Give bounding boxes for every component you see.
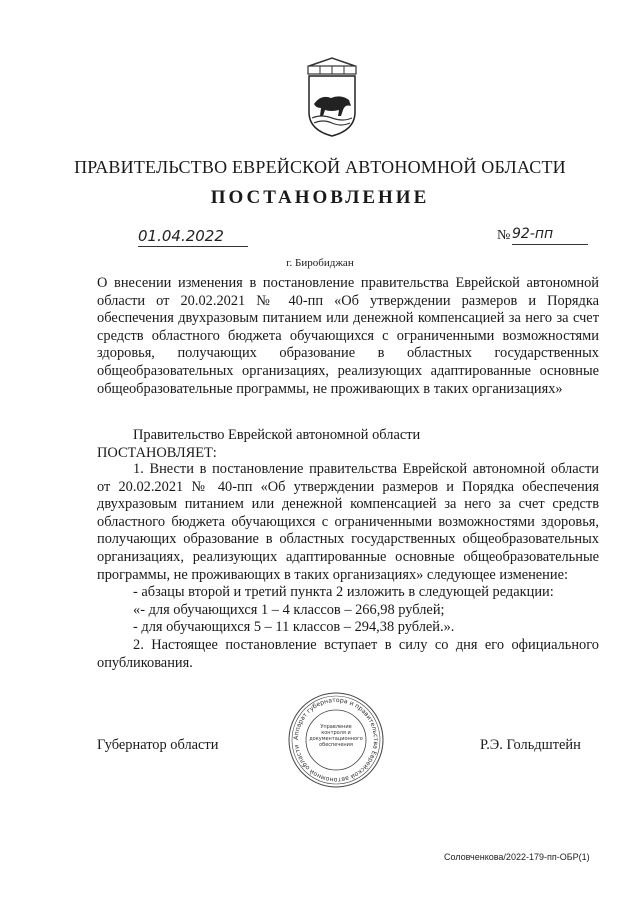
document-title bbox=[97, 275, 599, 398]
intro-line-2: ПОСТАНОВЛЯЕТ: bbox=[97, 444, 217, 461]
item-1-sub-b: «- для обучающихся 1 – 4 классов – 266,98 рублей; bbox=[133, 601, 445, 618]
official-stamp bbox=[286, 690, 386, 790]
intro-block bbox=[97, 427, 599, 462]
signatory-name: Р.Э. Гольдштейн bbox=[480, 737, 581, 753]
document-date: 01.04.2022 bbox=[138, 226, 248, 247]
government-name-heading: ПРАВИТЕЛЬСТВО ЕВРЕЙСКОЙ АВТОНОМНОЙ ОБЛАСТИ bbox=[74, 157, 566, 177]
coat-of-arms-emblem bbox=[301, 56, 363, 138]
document-number: 92-пп bbox=[512, 224, 588, 245]
city-label: г. Биробиджан bbox=[286, 257, 354, 269]
item-1-sub-a: - абзацы второй и третий пункта 2 изложить в следующей редакции: bbox=[133, 584, 554, 601]
intro-line-1: Правительство Еврейской автономной области bbox=[133, 427, 421, 443]
number-label: № bbox=[497, 228, 511, 243]
item-2: 2. Настоящее постановление вступает в силу со дня его официального опубликования. bbox=[97, 636, 599, 671]
document-footer-reference: Соловченкова/2022-179-пп-ОБР(1) bbox=[444, 852, 590, 862]
title-text: О внесении изменения в постановление правительства Еврейской автономной области от 20.02.2021 № 40-пп «Об утверждении размеров и Порядка обеспечения двухразовым питанием или денежной компенсацией за него за счет средств областного бюджета обучающихся с ограниченными возможностями здоровья, получающих образование в областных государственных общеобразовательных организациях, реализующих адаптированные основные общеобразовательные программы, не проживающих в таких организациях» bbox=[97, 275, 599, 397]
signatory-position: Губернатор области bbox=[97, 737, 219, 753]
document-type-heading: ПОСТАНОВЛЕНИЕ bbox=[210, 187, 430, 208]
decree-body bbox=[97, 461, 599, 672]
stamp-ring-text: Аппарат губернатора и правительства Еврейской автономной области bbox=[292, 696, 380, 784]
item-1: 1. Внести в постановление правительства Еврейской автономной области от 20.02.2021 № 40-пп «Об утверждении размеров и Порядка обеспечения двухразовым питанием или денежной компенсацией за него за счет средств областного бюджета обучающихся с ограниченными возможностями здоровья, получающих образование в областных государственных общеобразовательных организациях, реализующих адаптированные основные общеобразовательные программы, не проживающих в таких организациях» следующее изменение: bbox=[97, 461, 599, 583]
item-1-sub-c: - для обучающихся 5 – 11 классов – 294,38 рублей.». bbox=[133, 619, 455, 636]
stamp-center-text: Управление контроля и документационного обеспечения bbox=[309, 724, 363, 748]
